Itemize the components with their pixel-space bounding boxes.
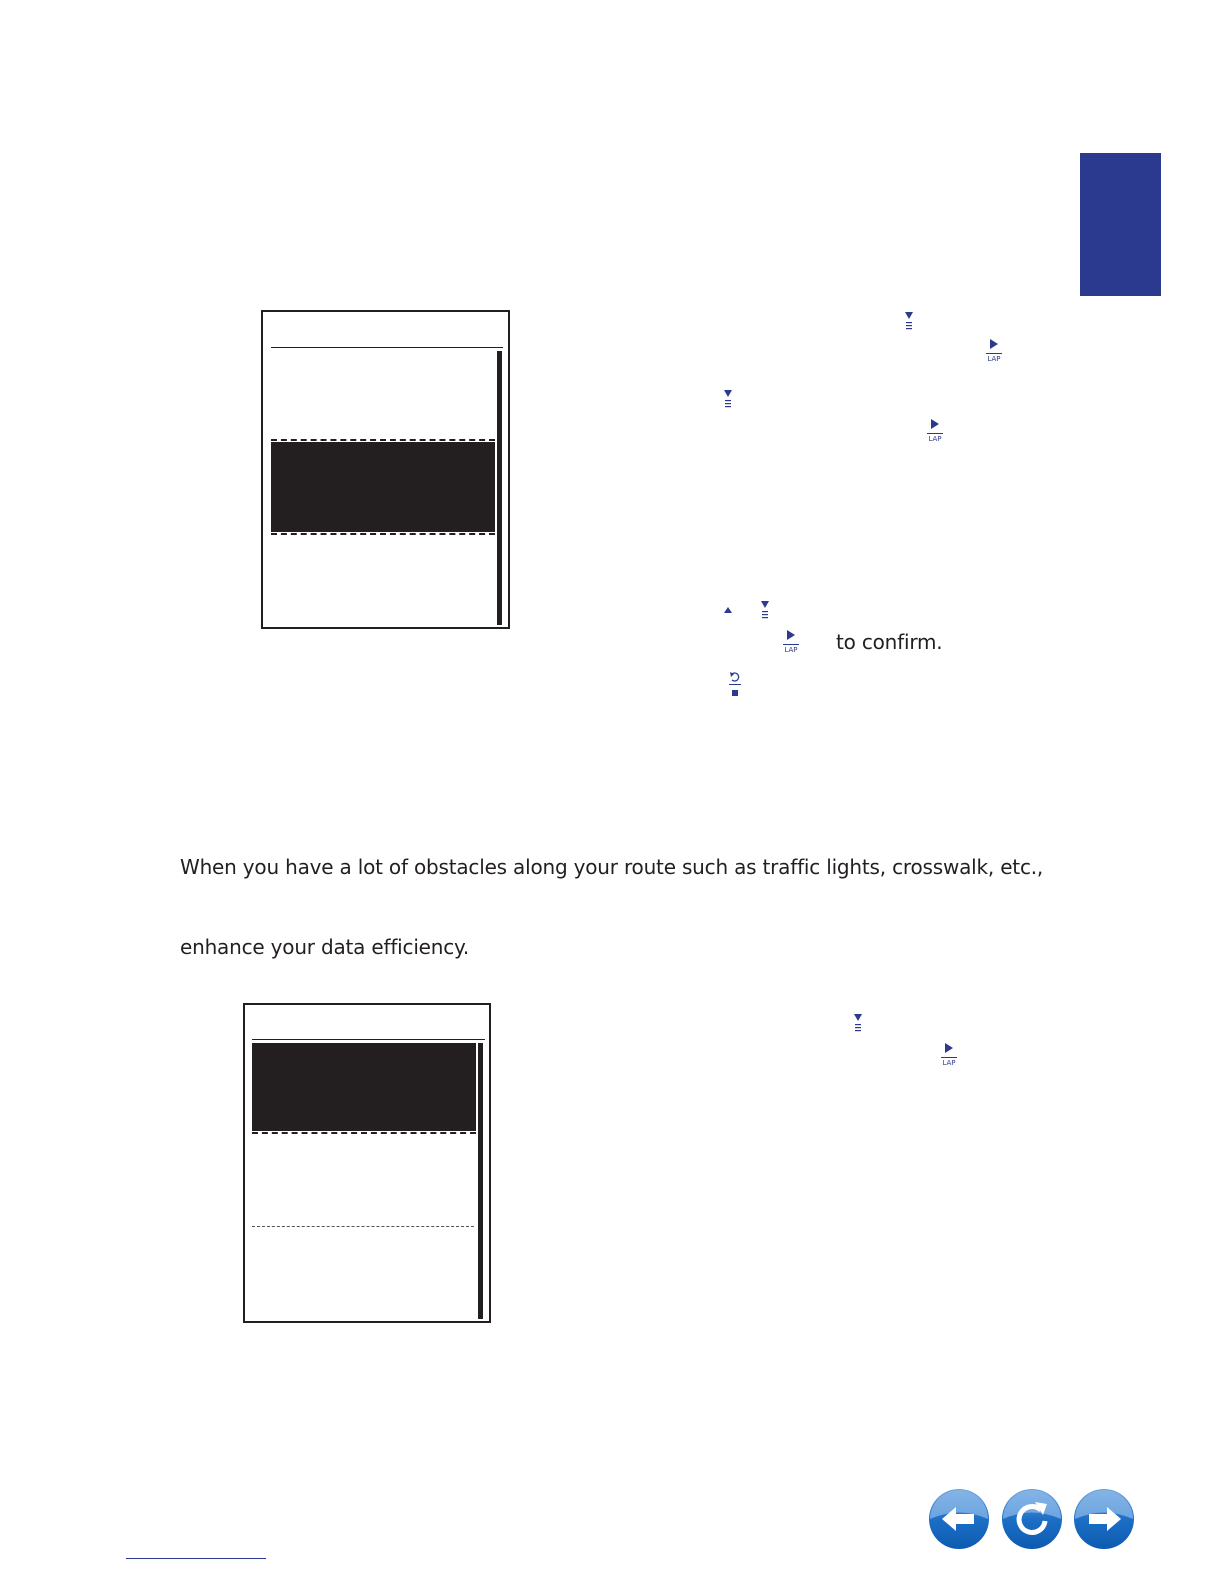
start-lap-icon	[939, 1043, 959, 1067]
back-stop-icon	[727, 670, 743, 698]
down-menu-icon	[722, 390, 734, 410]
screen-header-divider	[252, 1039, 485, 1040]
paragraph-line-1: When you have a lot of obstacles along your route such as traffic lights, crosswalk, etc.,	[180, 855, 1044, 879]
start-lap-icon	[984, 339, 1004, 363]
return-icon	[1001, 1488, 1063, 1550]
up-arrow-icon	[723, 606, 733, 614]
selection-border-top	[271, 439, 495, 441]
confirm-text: to confirm.	[836, 630, 943, 654]
selection-border-bottom	[271, 533, 495, 535]
previous-page-icon	[928, 1488, 990, 1550]
return-button[interactable]	[1001, 1488, 1063, 1550]
down-menu-icon	[852, 1014, 864, 1034]
screen-header-divider	[271, 347, 503, 348]
screen-scrollbar	[478, 1043, 483, 1319]
lap-label: LAP	[928, 435, 942, 443]
device-screen-illustration-2	[243, 1003, 491, 1323]
down-menu-icon	[903, 312, 915, 332]
menu-item-divider	[252, 1226, 474, 1227]
start-lap-icon	[925, 419, 945, 443]
lap-label: LAP	[942, 1059, 956, 1067]
footer-link-underline	[126, 1558, 266, 1559]
device-screen-illustration-1	[261, 310, 510, 629]
screen-scrollbar	[497, 351, 502, 625]
down-menu-icon	[759, 601, 771, 621]
section-tab	[1080, 153, 1161, 296]
previous-page-button[interactable]	[928, 1488, 990, 1550]
start-lap-icon	[781, 630, 801, 654]
lap-label: LAP	[987, 355, 1001, 363]
selection-border-bottom	[252, 1132, 476, 1134]
lap-label: LAP	[784, 646, 798, 654]
next-page-icon	[1073, 1488, 1135, 1550]
paragraph-line-2: enhance your data efficiency.	[180, 935, 469, 959]
selected-menu-item	[271, 442, 495, 532]
next-page-button[interactable]	[1073, 1488, 1135, 1550]
selected-menu-item	[252, 1043, 476, 1131]
